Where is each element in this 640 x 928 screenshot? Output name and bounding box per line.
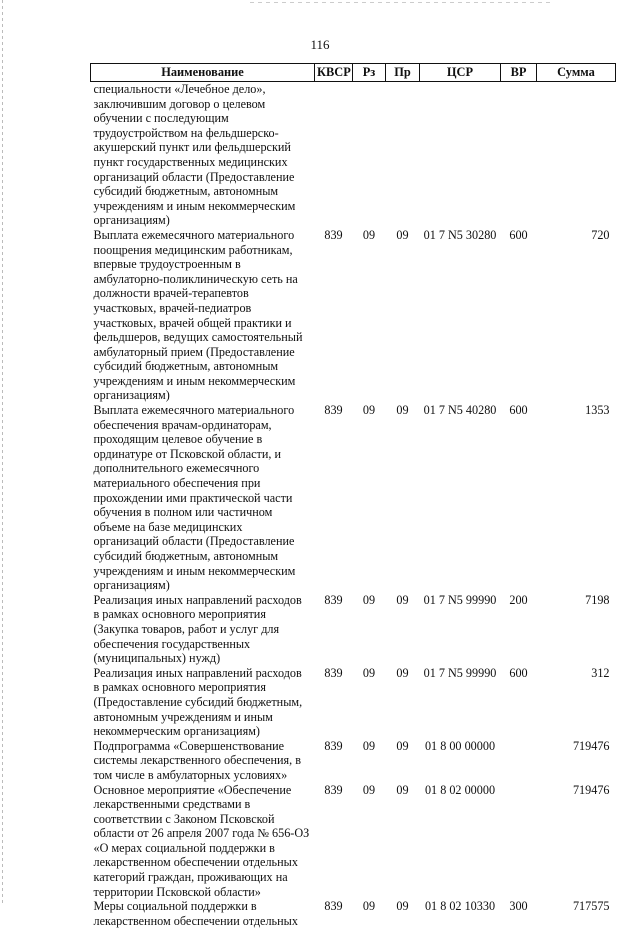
- row-vr: 600: [509, 227, 528, 242]
- row-sum: 720: [591, 227, 610, 242]
- header-pr: Пр: [386, 64, 420, 82]
- scan-edge-top: [250, 2, 550, 3]
- row-name: Подпрограмма «Совершенствование системы лекарственного обеспечения, в том числе в амбулаторных условиях»: [93, 738, 301, 782]
- row-kvsr: 839: [324, 782, 343, 797]
- header-name: Наименование: [91, 64, 315, 82]
- table-row: [91, 666, 616, 739]
- row-pr: 09: [396, 899, 409, 914]
- row-vr: [501, 783, 537, 900]
- row-rz: 09: [362, 738, 376, 753]
- row-csr: [420, 82, 501, 228]
- row-pr: 09: [396, 782, 409, 797]
- row-csr: 01 7 N5 40280: [423, 403, 497, 418]
- header-sum: Сумма: [537, 64, 616, 82]
- row-sum: 717575: [572, 899, 610, 914]
- row-rz: 09: [362, 665, 376, 680]
- row-kvsr: 839: [324, 592, 343, 607]
- table-row: [91, 593, 616, 666]
- scan-edge-left: [2, 0, 3, 905]
- budget-table: [90, 63, 616, 928]
- row-pr: 09: [396, 592, 409, 607]
- row-sum: [537, 82, 616, 228]
- row-kvsr: 839: [324, 403, 343, 418]
- table-row: [91, 783, 616, 900]
- row-sum: 312: [591, 665, 610, 680]
- row-name: Реализация иных направлений расходов в рамках основного мероприятия (Закупка товаров, работ и услуг для обеспечения государственных (муниципальных) нужд): [93, 592, 302, 666]
- row-kvsr: 839: [324, 665, 343, 680]
- row-kvsr: 839: [324, 899, 343, 914]
- row-csr: 01 7 N5 30280: [423, 227, 497, 242]
- row-kvsr: 839: [324, 227, 343, 242]
- row-sum: 7198: [585, 592, 610, 607]
- row-vr: [501, 739, 537, 783]
- row-vr: 300: [509, 899, 528, 914]
- row-kvsr: 839: [324, 738, 343, 753]
- header-csr: ЦСР: [420, 64, 501, 82]
- header-vr: ВР: [501, 64, 537, 82]
- row-name: Реализация иных направлений расходов в рамках основного мероприятия (Предоставление субсидий бюджетным, автономным учреждениям и иным некоммерческим организациям): [93, 665, 303, 739]
- header-kvsr: КВСР: [315, 64, 353, 82]
- row-csr: 01 7 N5 99990: [423, 665, 497, 680]
- row-csr: 01 8 02 10330: [424, 899, 496, 914]
- row-csr: 01 7 N5 99990: [423, 592, 497, 607]
- row-pr: 09: [396, 403, 409, 418]
- table-header-row: [91, 64, 616, 82]
- row-pr: [386, 82, 420, 228]
- row-sum: 719476: [572, 782, 610, 797]
- row-name: Выплата ежемесячного материального поощрения медицинским работникам, впервые трудоустроенным в амбулаторно-поликлиническую сеть на должности врачей-терапевтов участковых, врачей-педиатров участковых, врачей общей практики и фельдшеров, ведущих самостоятельный амбулаторный прием (Предоставление субсидий бюджетным, автономным учреждениям и иным некоммерческим организациям): [93, 227, 303, 403]
- row-pr: 09: [396, 665, 409, 680]
- row-vr: 600: [509, 403, 528, 418]
- row-name: Основное мероприятие «Обеспечение лекарственными средствами в соответствии с Законом Псковской области от 26 апреля 2007 года № 656-ОЗ «О мерах социальной поддержки в лекарственном обеспечении отдельных категорий граждан, проживающих на территории Псковской области»: [93, 782, 310, 899]
- row-sum: 719476: [572, 738, 610, 753]
- row-csr: 01 8 00 00000: [424, 738, 496, 753]
- row-rz: 09: [362, 227, 376, 242]
- row-sum: 1353: [585, 403, 610, 418]
- row-rz: 09: [362, 899, 376, 914]
- table-row: [91, 228, 616, 403]
- row-rz: 09: [362, 592, 376, 607]
- header-rz: Рз: [353, 64, 386, 82]
- row-pr: 09: [396, 738, 409, 753]
- table-row: [91, 82, 616, 228]
- row-pr: 09: [396, 227, 409, 242]
- page-number: 116: [310, 37, 330, 52]
- row-vr: 600: [509, 665, 528, 680]
- table-row: [91, 403, 616, 593]
- row-rz: [353, 82, 386, 228]
- table-row: [91, 899, 616, 928]
- row-name: Меры социальной поддержки в лекарственном обеспечении отдельных: [93, 899, 298, 928]
- row-kvsr: [315, 82, 353, 228]
- row-rz: 09: [362, 782, 376, 797]
- row-name: Выплата ежемесячного материального обеспечения врачам-ординаторам, проходящим целевое обучение в ординатуре от Псковской области, и дополнительного ежемесячного материального обеспечения при прохождении ими практической части обучения в полном или частичном объеме на базе медицинских организаций области (Предоставление субсидий бюджетным, автономным учреждениям и иным некоммерческим организациям): [93, 403, 296, 593]
- row-vr: [501, 82, 537, 228]
- row-rz: 09: [362, 403, 376, 418]
- table-row: [91, 739, 616, 783]
- row-csr: 01 8 02 00000: [424, 782, 496, 797]
- row-name: специальности «Лечебное дело», заключившим договор о целевом обучении с последующим трудоустройством на фельдшерско-акушерский пункт или фельдшерский пункт государственных медицинских организаций области (Предоставление субсидий бюджетным, автономным учреждениям и иным некоммерческим организациям): [93, 82, 296, 228]
- row-vr: 200: [509, 592, 528, 607]
